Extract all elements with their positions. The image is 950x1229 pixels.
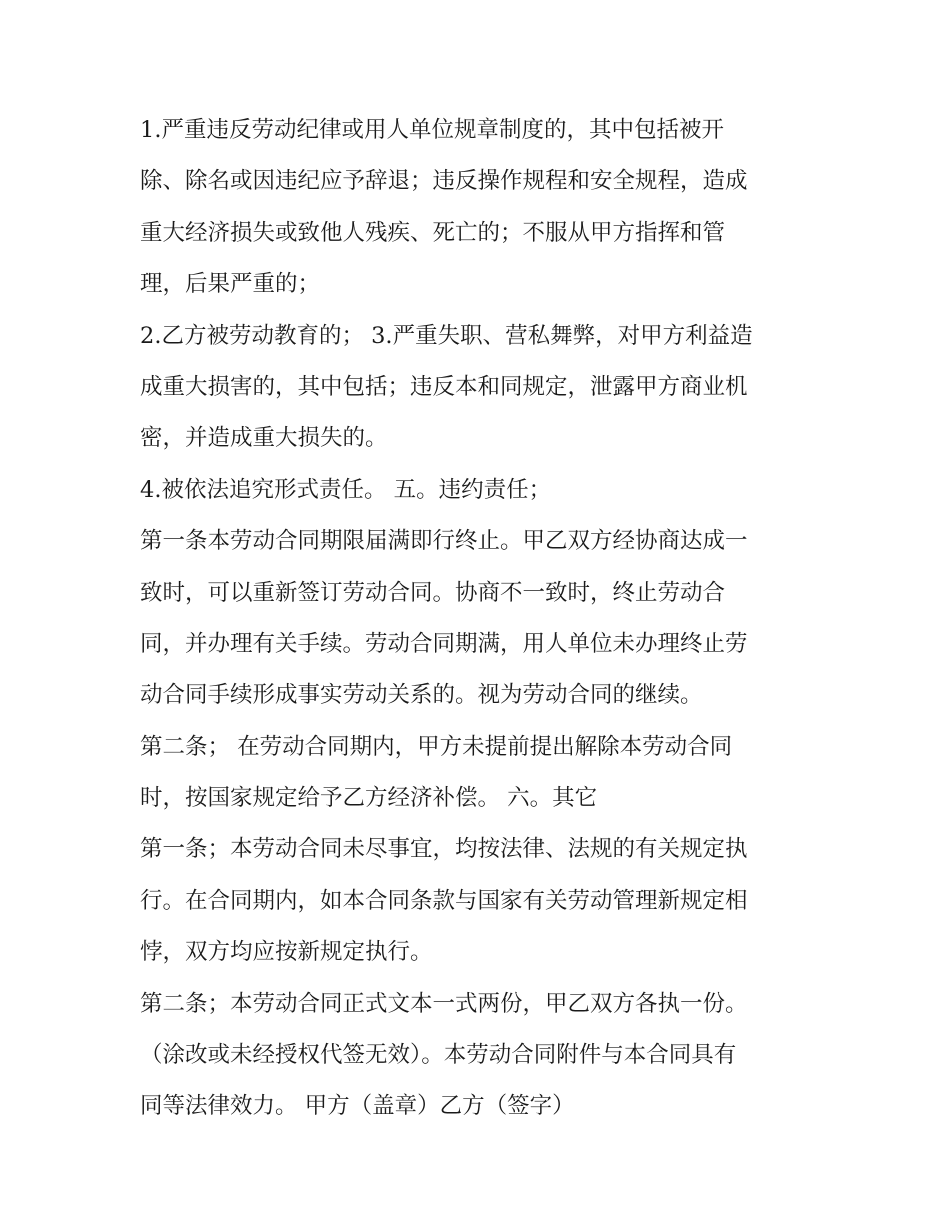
text-line: 时，按国家规定给予乙方经济补偿。 六。其它 xyxy=(140,785,598,812)
text-line: 第二条；本劳动合同正式文本一式两份，甲乙双方各执一份。 xyxy=(140,990,748,1017)
text-line: 密，并造成重大损失的。 xyxy=(140,425,388,452)
text-line: 理，后果严重的； xyxy=(140,271,321,298)
text-line: 行。在合同期内，如本合同条款与国家有关劳动管理新规定相 xyxy=(140,887,748,914)
text-line: 第一条；本劳动合同未尽事宜，均按法律、法规的有关规定执 xyxy=(140,836,748,863)
text-line: 同等法律效力。 甲方（盖章）乙方（签字） xyxy=(140,1093,575,1120)
text-line: 成重大损害的，其中包括；违反本和同规定，泄露甲方商业机 xyxy=(140,373,748,400)
text-line: 第二条； 在劳动合同期内，甲方未提前提出解除本劳动合同 xyxy=(140,733,733,760)
text-line: 2.乙方被劳动教育的； 3.严重失职、营私舞弊，对甲方利益造 xyxy=(140,322,753,349)
text-line: 致时，可以重新签订劳动合同。协商不一致时，终止劳动合 xyxy=(140,579,726,606)
text-line: 重大经济损失或致他人残疾、死亡的；不服从甲方指挥和管 xyxy=(140,219,726,246)
text-line: 悖，双方均应按新规定执行。 xyxy=(140,939,433,966)
text-line: （涂改或未经授权代签无效）。本劳动合同附件与本合同具有 xyxy=(140,1042,737,1069)
document-body xyxy=(140,105,820,1133)
text-line: 1.严重违反劳动纪律或用人单位规章制度的，其中包括被开 xyxy=(140,117,724,143)
text-line: 同，并办理有关手续。劳动合同期满，用人单位未办理终止劳 xyxy=(140,630,748,657)
text-line: 第一条本劳动合同期限届满即行终止。甲乙双方经协商达成一 xyxy=(140,528,748,555)
text-line: 除、除名或因违纪应予辞退；违反操作规程和安全规程，造成 xyxy=(140,168,748,195)
text-line: 4.被依法追究形式责任。 五。违约责任； xyxy=(140,476,552,503)
text-line: 动合同手续形成事实劳动关系的。视为劳动合同的继续。 xyxy=(140,682,703,709)
